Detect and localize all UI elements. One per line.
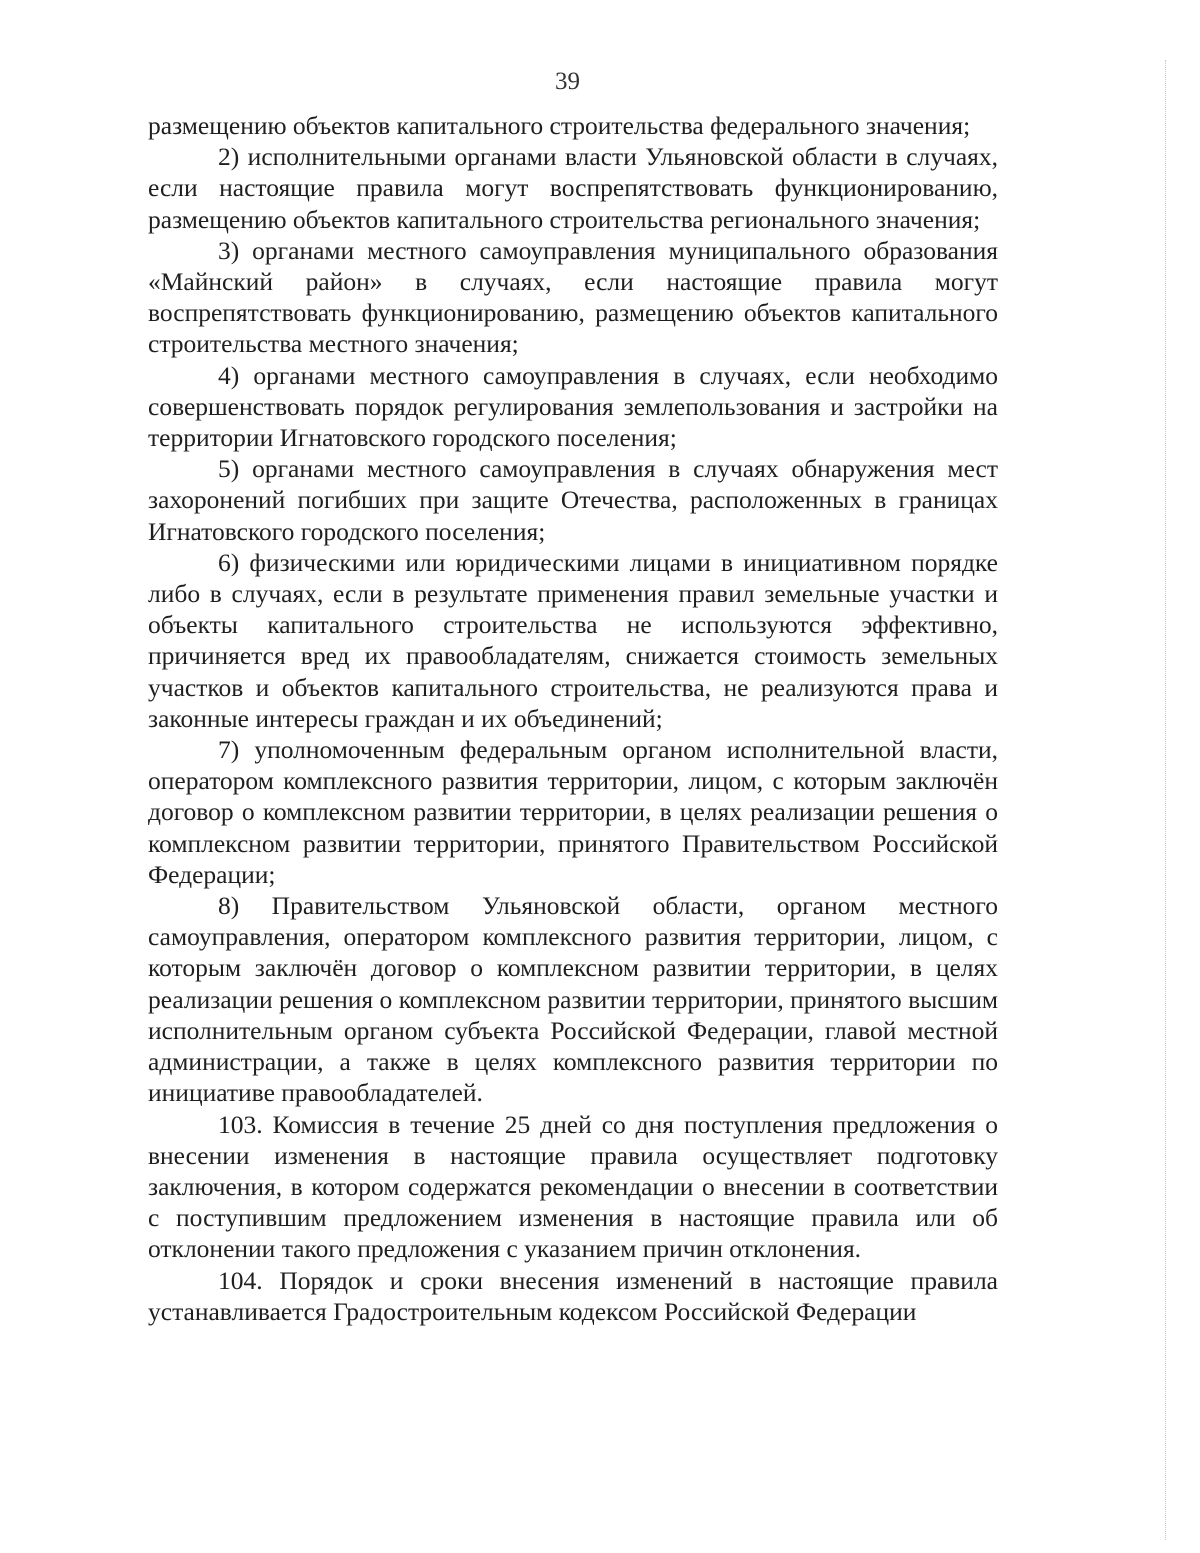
paragraph-clause-103: 103. Комиссия в течение 25 дней со дня поступления предложения о внесении изменения в настоящие правила осуществляет подготовку заключения, в котором содержатся рекомендации о внесении в соответствии с поступившим предложением изменения в настоящие правила или об отклонении такого предложения с указанием причин отклонения.	[148, 1109, 998, 1264]
paragraph-clause-104: 104. Порядок и сроки внесения изменений в настоящие правила устанавливается Градостроительным кодексом Российской Федерации	[148, 1265, 998, 1326]
paragraph-item-5: 5) органами местного самоуправления в случаях обнаружения мест захоронений погибших при защите Отечества, расположенных в границах Игнатовского городского поселения;	[148, 454, 998, 546]
paragraph-item-8: 8) Правительством Ульяновской области, органом местного самоуправления, оператором комплексного развития территории, лицом, с которым заключён договор о комплексном развитии территории, в целях реализации решения о комплексном развитии территории, принятого высшим исполнительным органом субъекта Российской Федерации, главой местной администрации, а также в целях комплексного развития территории по инициативе правообладателей.	[148, 891, 998, 1108]
paragraph-item-6: 6) физическими или юридическими лицами в инициативном порядке либо в случаях, если в результате применения правил земельные участки и объекты капитального строительства не используются эффективно, причиняется вред их правообладателям, снижается стоимость земельных участков и объектов капитального строительства, не реализуются права и законные интересы граждан и их объединений;	[148, 547, 998, 733]
paragraph-item-4: 4) органами местного самоуправления в случаях, если необходимо совершенствовать порядок регулирования землепользования и застройки на территории Игнатовского городского поселения;	[148, 360, 998, 453]
paragraph-item-3: 3) органами местного самоуправления муниципального образования «Майнский район» в случаях, если настоящие правила могут воспрепятствовать функционированию, размещению объектов капитального строительства местного значения;	[148, 235, 998, 359]
page-number: 39	[555, 68, 580, 95]
paragraph-item-2: 2) исполнительными органами власти Ульяновской области в случаях, если настоящие правила могут воспрепятствовать функционированию, размещению объектов капитального строительства регионального значения;	[148, 142, 998, 234]
document-body	[148, 110, 998, 1327]
paragraph-item-7: 7) уполномоченным федеральным органом исполнительной власти, оператором комплексного развития территории, лицом, с которым заключён договор о комплексном развитии территории, в целях реализации решения о комплексном развитии территории, принятого Правительством Российской Федерации;	[148, 735, 998, 889]
paragraph-continuation: размещению объектов капитального строительства федерального значения;	[148, 111, 971, 140]
scan-edge-line	[1165, 60, 1166, 1540]
